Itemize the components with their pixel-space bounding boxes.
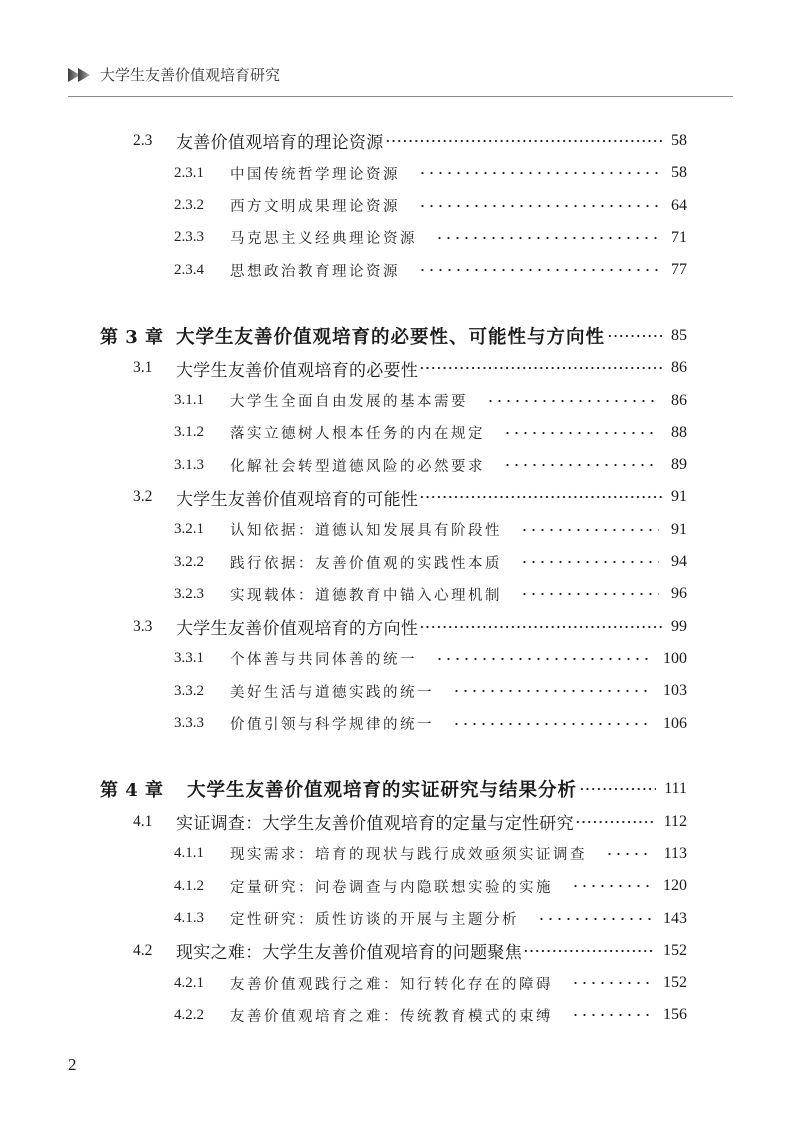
chapter-label: 第 4 章 [100, 780, 164, 802]
dot-leader [520, 591, 659, 597]
dot-leader [385, 138, 663, 144]
dot-leader [520, 559, 659, 565]
toc-section-row [100, 125, 687, 157]
toc-subsection-row [100, 546, 687, 578]
dot-leader [571, 883, 651, 889]
dot-leader [605, 851, 652, 857]
section-number: 4.2 [133, 941, 153, 959]
toc-subsection-row [100, 870, 687, 902]
page-number: 143 [663, 909, 687, 927]
page-number: 86 [671, 359, 687, 377]
toc-subsection-row [100, 449, 687, 481]
dot-leader [571, 980, 651, 986]
toc-subsection-row [100, 222, 687, 254]
subsection-number: 2.3.3 [174, 229, 204, 246]
dot-leader [503, 462, 659, 468]
toc-chapter-row [100, 320, 687, 352]
toc-subsection-row [100, 999, 687, 1031]
toc-subsection-row [100, 417, 687, 449]
chapter-label: 第 3 章 [100, 326, 164, 348]
dot-leader [419, 624, 663, 630]
subsection-title: 定量研究：问卷调查与内隐联想实验的实施 [230, 879, 553, 896]
toc-section-row [100, 611, 687, 643]
subsection-number: 3.2.1 [174, 521, 204, 538]
subsection-title: 实现载体：道德教育中锚入心理机制 [230, 587, 502, 604]
subsection-number: 4.1.3 [174, 910, 204, 927]
toc-section-row [100, 935, 687, 967]
toc-chapter-row [100, 773, 687, 805]
dot-leader [418, 203, 659, 209]
section-number: 2.3 [133, 131, 153, 149]
section-title: 大学生友善价值观培育的可能性 [176, 489, 419, 510]
page-number: 77 [671, 261, 687, 279]
page-number: 111 [664, 780, 687, 798]
section-title: 友善价值观培育的理论资源 [176, 133, 384, 154]
toc-subsection-row [100, 578, 687, 610]
page-number: 99 [671, 617, 687, 635]
toc-section-row [100, 805, 687, 837]
subsection-number: 3.3.2 [174, 682, 204, 699]
subsection-number: 3.1.2 [174, 424, 204, 441]
page-number: 91 [671, 488, 687, 506]
dot-leader [419, 365, 663, 371]
dot-leader [486, 398, 659, 404]
page-number: 91 [671, 520, 687, 538]
chapter-title: 大学生友善价值观培育的必要性、可能性与方向性 [176, 326, 606, 348]
dot-leader [419, 494, 663, 500]
subsection-number: 3.3.3 [174, 715, 204, 732]
toc-subsection-row [100, 384, 687, 416]
subsection-title: 化解社会转型道德风险的必然要求 [230, 458, 485, 475]
folio-page-number: 2 [68, 1055, 77, 1074]
subsection-title: 西方文明成果理论资源 [230, 199, 400, 216]
running-header-title: 大学生友善价值观培育研究 [100, 66, 281, 84]
page-number: 58 [671, 164, 687, 182]
section-title: 现实之难：大学生友善价值观培育的问题聚焦 [176, 943, 522, 964]
page-number: 103 [663, 682, 687, 700]
toc-section-row [100, 352, 687, 384]
subsection-title: 美好生活与道德实践的统一 [230, 684, 434, 701]
section-number: 4.1 [133, 812, 153, 830]
subsection-number: 4.2.2 [174, 1006, 204, 1023]
page-number: 156 [663, 1006, 687, 1024]
dot-leader [452, 721, 651, 727]
section-title: 实证调查：大学生友善价值观培育的定量与定性研究 [176, 814, 574, 835]
subsection-title: 现实需求：培育的现状与践行成效亟须实证调查 [230, 847, 587, 864]
dot-leader [452, 688, 651, 694]
dot-leader [579, 786, 656, 792]
subsection-title: 中国传统哲学理论资源 [230, 166, 400, 183]
subsection-number: 3.2.3 [174, 585, 204, 602]
subsection-title: 马克思主义经典理论资源 [230, 231, 417, 248]
section-number: 3.1 [133, 359, 153, 377]
dot-leader [607, 333, 663, 339]
section-number: 3.2 [133, 488, 153, 506]
subsection-number: 4.1.1 [174, 845, 204, 862]
subsection-title: 落实立德树人根本任务的内在规定 [230, 426, 485, 443]
page-number: 71 [671, 228, 687, 246]
subsection-title: 践行依据：友善价值观的实践性本质 [230, 555, 502, 572]
subsection-title: 思想政治教育理论资源 [230, 263, 400, 280]
toc-subsection-row [100, 967, 687, 999]
page-number: 58 [671, 131, 687, 149]
subsection-title: 友善价值观培育之难：传统教育模式的束缚 [230, 1008, 553, 1025]
dot-leader [571, 1012, 651, 1018]
dot-leader [435, 656, 651, 662]
toc-subsection-row [100, 514, 687, 546]
subsection-number: 3.3.1 [174, 650, 204, 667]
page-number: 64 [671, 196, 687, 214]
page-number: 86 [671, 391, 687, 409]
chapter-title: 大学生友善价值观培育的实证研究与结果分析 [187, 780, 578, 802]
subsection-number: 4.1.2 [174, 877, 204, 894]
dot-leader [575, 819, 656, 825]
subsection-title: 友善价值观践行之难：知行转化存在的障碍 [230, 976, 553, 993]
dot-leader [520, 527, 659, 533]
double-triangle-icon [68, 68, 92, 82]
table-of-contents [100, 125, 687, 1032]
page-number: 88 [671, 423, 687, 441]
section-title: 大学生友善价值观培育的必要性 [176, 360, 419, 381]
toc-subsection-row [100, 189, 687, 221]
dot-leader [435, 235, 659, 241]
page-number: 100 [663, 649, 687, 667]
toc-section-row [100, 481, 687, 513]
page-number: 152 [663, 974, 687, 992]
subsection-title: 定性研究：质性访谈的开展与主题分析 [230, 912, 519, 929]
toc-subsection-row [100, 254, 687, 286]
toc-subsection-row [100, 707, 687, 739]
subsection-number: 3.2.2 [174, 553, 204, 570]
subsection-number: 3.1.1 [174, 392, 204, 409]
subsection-title: 大学生全面自由发展的基本需要 [230, 394, 468, 411]
page-number: 113 [663, 844, 687, 862]
section-title: 大学生友善价值观培育的方向性 [176, 619, 419, 640]
toc-subsection-row [100, 675, 687, 707]
page-number: 96 [671, 585, 687, 603]
toc-subsection-row [100, 157, 687, 189]
header-rule [68, 96, 733, 97]
page-number: 112 [663, 812, 687, 830]
page-number: 106 [663, 714, 687, 732]
toc-subsection-row [100, 838, 687, 870]
subsection-title: 价值引领与科学规律的统一 [230, 717, 434, 734]
section-number: 3.3 [133, 617, 153, 635]
subsection-number: 4.2.1 [174, 974, 204, 991]
dot-leader [503, 430, 659, 436]
page-number: 94 [671, 553, 687, 571]
dot-leader [418, 170, 659, 176]
subsection-title: 认知依据：道德认知发展具有阶段性 [230, 523, 502, 540]
subsection-title: 个体善与共同体善的统一 [230, 652, 417, 669]
page-number: 120 [663, 877, 687, 895]
page-number: 152 [663, 941, 687, 959]
dot-leader [523, 948, 655, 954]
subsection-number: 2.3.4 [174, 261, 204, 278]
subsection-number: 3.1.3 [174, 456, 204, 473]
subsection-number: 2.3.2 [174, 197, 204, 214]
toc-subsection-row [100, 643, 687, 675]
toc-subsection-row [100, 902, 687, 934]
page-number: 89 [671, 456, 687, 474]
dot-leader [537, 916, 651, 922]
subsection-number: 2.3.1 [174, 164, 204, 181]
page-number: 85 [671, 326, 687, 344]
dot-leader [418, 267, 659, 273]
